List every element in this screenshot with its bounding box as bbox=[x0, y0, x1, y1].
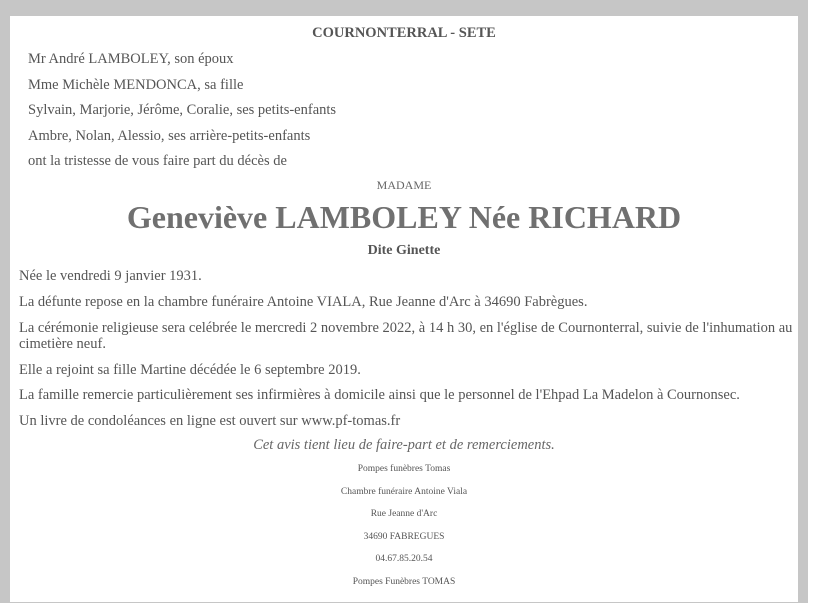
condolence-paragraph: Un livre de condoléances en ligne est ouvert sur www.pf-tomas.fr bbox=[19, 413, 401, 429]
funeral-street: Rue Jeanne d'Arc bbox=[370, 509, 438, 519]
family-line-announcement: ont la tristesse de vous faire part du décès de bbox=[28, 153, 287, 169]
ceremony-paragraph: La cérémonie religieuse sera celébrée le mercredi 2 novembre 2022, à 14 h 30, en l'église de Cournonterral, suivie de l'inhumation au cimetière neuf. bbox=[19, 320, 793, 352]
daughter-paragraph: Elle a rejoint sa fille Martine décédée le 6 septembre 2019. bbox=[19, 362, 361, 378]
funeral-city: 34690 FABREGUES bbox=[363, 532, 445, 542]
funeral-home-name: Pompes funèbres Tomas bbox=[357, 464, 451, 474]
family-line-daughter: Mme Michèle MENDONCA, sa fille bbox=[28, 77, 244, 93]
deceased-nickname: Dite Ginette bbox=[367, 243, 441, 258]
family-line-spouse: Mr André LAMBOLEY, son époux bbox=[28, 51, 234, 67]
deceased-name: Geneviève LAMBOLEY Née RICHARD bbox=[126, 199, 682, 235]
funeral-chamber: Chambre funéraire Antoine Viala bbox=[340, 487, 468, 497]
deceased-title: MADAME bbox=[376, 178, 432, 192]
rest-paragraph: La défunte repose en la chambre funéraire Antoine VIALA, Rue Jeanne d'Arc à 34690 Fabrègues. bbox=[19, 294, 588, 310]
funeral-phone: 04.67.85.20.54 bbox=[375, 554, 433, 564]
birth-paragraph: Née le vendredi 9 janvier 1931. bbox=[19, 268, 202, 284]
family-line-great-grandchildren: Ambre, Nolan, Alessio, ses arrière-petits-enfants bbox=[28, 128, 311, 144]
thanks-paragraph: La famille remercie particulièrement ses infirmières à domicile ainsi que le personnel de l'Ehpad La Madelon à Cournonsec. bbox=[19, 387, 740, 403]
funeral-signature: Pompes Funèbres TOMAS bbox=[352, 577, 456, 587]
obituary-card bbox=[10, 16, 798, 602]
closing-note: Cet avis tient lieu de faire-part et de remerciements. bbox=[253, 437, 555, 453]
family-line-grandchildren: Sylvain, Marjorie, Jérôme, Coralie, ses petits-enfants bbox=[28, 102, 337, 118]
location-heading: COURNONTERRAL - SETE bbox=[312, 25, 496, 41]
